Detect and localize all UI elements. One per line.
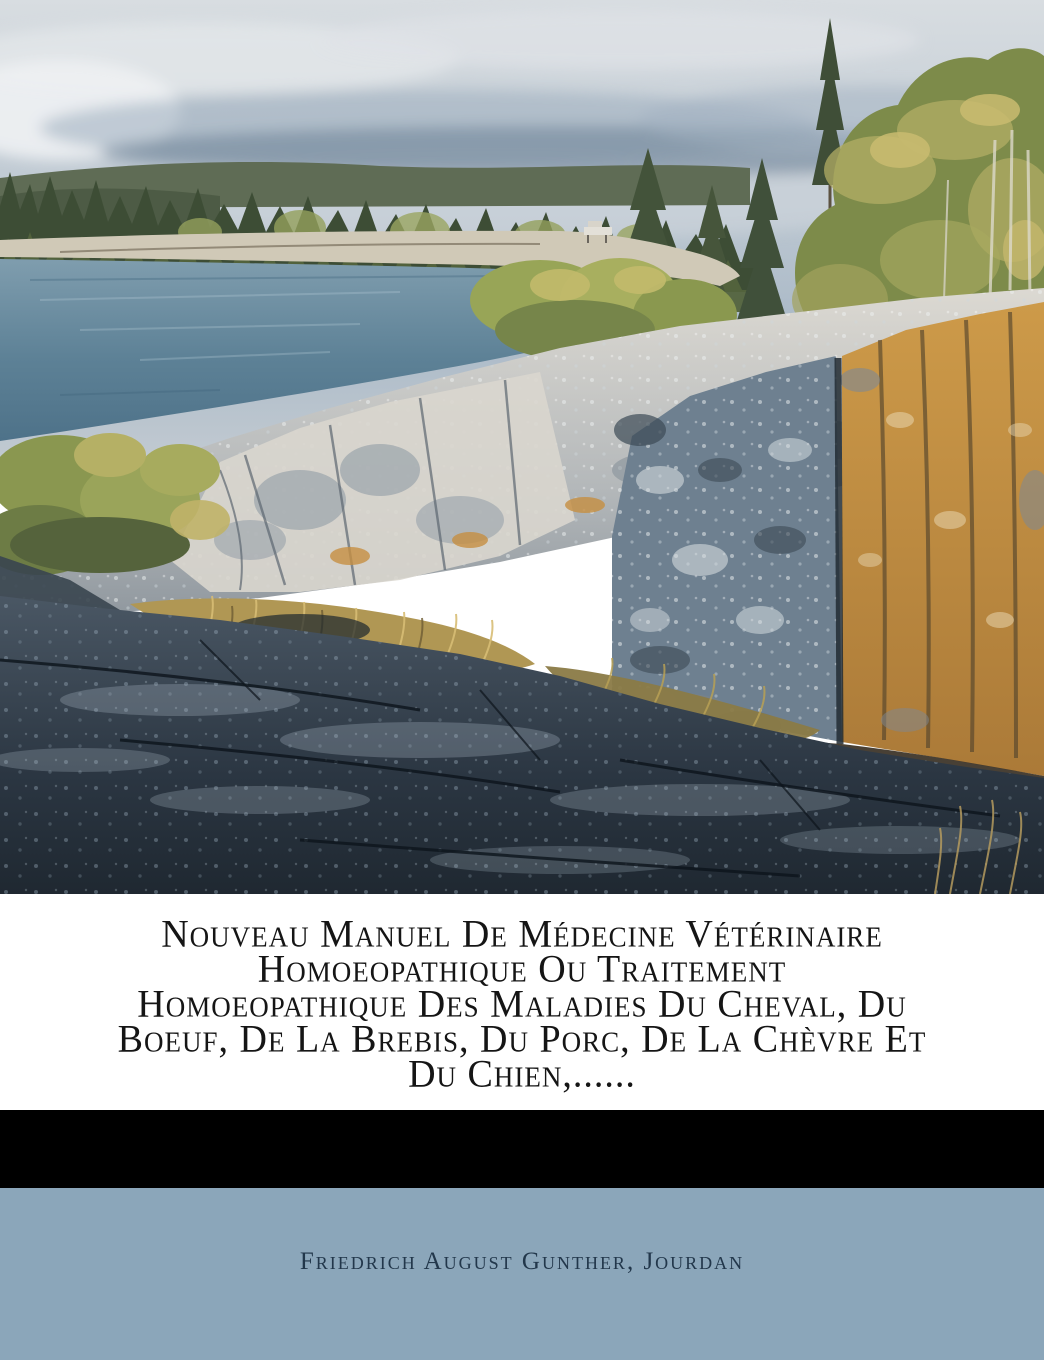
dock-structure — [588, 221, 602, 228]
book-title-line-2: Homoeopathique Ou Traitement — [257, 946, 787, 991]
book-title-line-3: Homoeopathique Des Maladies Du Cheval, Du — [137, 981, 907, 1026]
book-title-line-1: Nouveau Manuel De Médecine Vétérinaire — [161, 911, 883, 956]
title-band — [0, 894, 1044, 1110]
book-title-line-5: Du Chien,...... — [408, 1051, 636, 1096]
author-band — [0, 1188, 1044, 1360]
author-names: Friedrich August Gunther, Jourdan — [299, 1248, 745, 1275]
black-separator-band — [0, 1110, 1044, 1188]
book-title-line-4: Boeuf, De La Brebis, Du Porc, De La Chèvre Et — [117, 1016, 927, 1061]
